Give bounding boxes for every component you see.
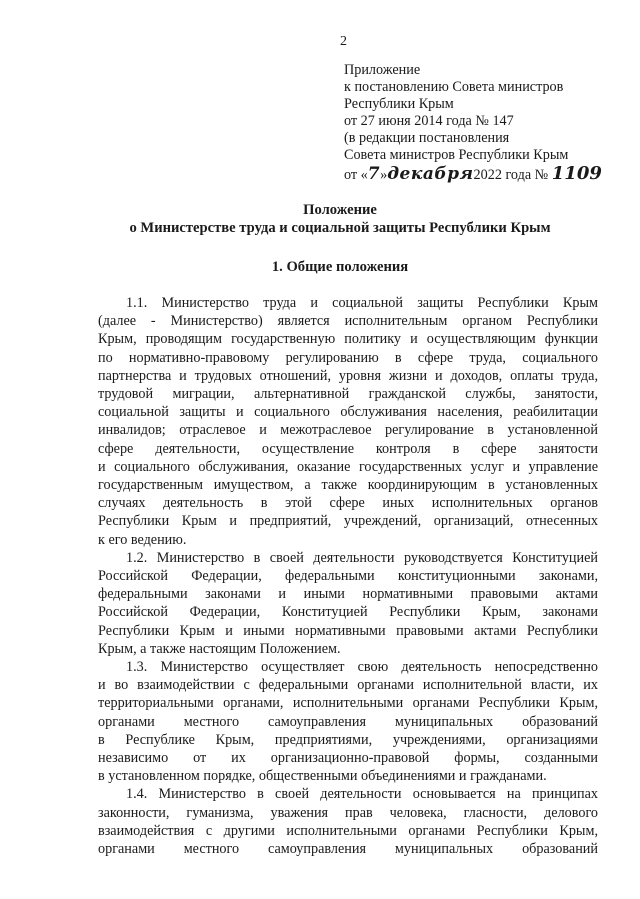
date-mid: »: [380, 166, 388, 183]
paragraph-line: трудовой миграции, альтернативной гражданской службы, занятости,: [98, 386, 598, 403]
paragraph-line: и во взаимодействии с федеральными органами исполнительной власти, их: [98, 677, 598, 694]
paragraph-line: законности, гуманизма, уважения прав человека, гласности, делового: [98, 804, 598, 821]
appendix-line: от 27 июня 2014 года № 147: [344, 113, 514, 130]
paragraph-line: федеральными законами и иными нормативными правовыми актами: [98, 586, 598, 603]
paragraph: [98, 294, 598, 549]
handwritten-number: 1109: [551, 162, 602, 184]
paragraph-line: сфере деятельности, осуществление контроля в сфере занятости: [98, 440, 598, 457]
paragraph-line: органами местного самоуправления муниципальных образований: [98, 841, 598, 858]
body-text: [98, 294, 598, 858]
paragraph-line: в Республике Крым, предприятиями, учреждениями, организациями: [98, 731, 598, 748]
section-title: 1. Общие положения: [271, 259, 409, 275]
paragraph-line: по нормативно-правовому регулированию в сфере труда, социального: [98, 349, 598, 366]
paragraph-line: случаях деятельность в этой сфере иных исполнительных органов: [98, 495, 598, 512]
appendix-line: (в редакции постановления: [344, 130, 510, 147]
paragraph-line: Республики Крым и иными нормативными правовыми актами Республики: [98, 622, 598, 639]
paragraph: [98, 785, 598, 858]
appendix-line: Совета министров Республики Крым: [344, 147, 569, 164]
paragraph-line: инвалидов; отраслевое и межотраслевое регулирование в установленной: [98, 422, 598, 439]
paragraph-line: Российской Федерации, федеральными конституционными законами,: [98, 568, 598, 585]
document-subtitle: о Министерстве труда и социальной защиты Республики Крым: [129, 220, 551, 236]
appendix-header: [344, 62, 624, 184]
paragraph-line: 1.2. Министерство в своей деятельности руководствуется Конституцией: [126, 549, 598, 566]
paragraph-line: органами местного самоуправления муниципальных образований: [98, 713, 598, 730]
date-year: 2022 года №: [473, 166, 549, 183]
paragraph-line: 1.3. Министерство осуществляет свою деятельность непосредственно: [126, 659, 598, 676]
paragraph-line: партнерства и трудовых отношений, уровня жизни и доходов, оплаты труда,: [98, 367, 598, 384]
appendix-line: к постановлению Совета министров: [344, 79, 564, 96]
paragraph-line: взаимодействия с другими исполнительными органами Республики Крым,: [98, 822, 598, 839]
paragraph-line: социальной защиты и социального обслуживания населения, реабилитации: [98, 404, 598, 421]
paragraph-line: в установленном порядке, общественными объединениями и гражданами.: [98, 768, 547, 785]
paragraph: [98, 549, 598, 658]
document-title: Положение: [303, 202, 377, 218]
paragraph-line: независимо от их организационно-правовой формы, созданными: [98, 750, 598, 767]
page-number: 2: [340, 34, 347, 49]
paragraph-line: Российской Федерации, Конституцией Республики Крым, законами: [98, 604, 598, 621]
paragraph-line: 1.1. Министерство труда и социальной защиты Республики Крым: [126, 295, 598, 311]
paragraph-line: Крым, а также настоящим Положением.: [98, 640, 341, 657]
appendix-line: Приложение: [344, 62, 421, 78]
date-prefix: от «: [344, 166, 368, 183]
appendix-line: Республики Крым: [344, 96, 454, 113]
appendix-date-line: [344, 162, 624, 184]
paragraph-line: территориальными органами, исполнительными органами Республики Крым,: [98, 695, 598, 712]
paragraph-line: 1.4. Министерство в своей деятельности основывается на принципах: [126, 786, 598, 803]
paragraph-line: Республики Крым и предприятий, учреждений, организаций, отнесенных: [98, 513, 598, 530]
handwritten-day: 7: [367, 163, 381, 184]
paragraph-line: (далее - Министерство) является исполнительным органом Республики: [98, 313, 598, 330]
paragraph-line: и социального обслуживания, оказание государственных услуг и управление: [98, 458, 598, 475]
paragraph-line: государственным имуществом, а также координирующим в установленных: [98, 477, 598, 494]
paragraph-line: Крым, проводящим государственную политику и осуществляющим функции: [98, 331, 598, 348]
paragraph: [98, 658, 598, 785]
handwritten-month: декабря: [387, 163, 474, 184]
paragraph-line: к его ведению.: [98, 531, 187, 548]
